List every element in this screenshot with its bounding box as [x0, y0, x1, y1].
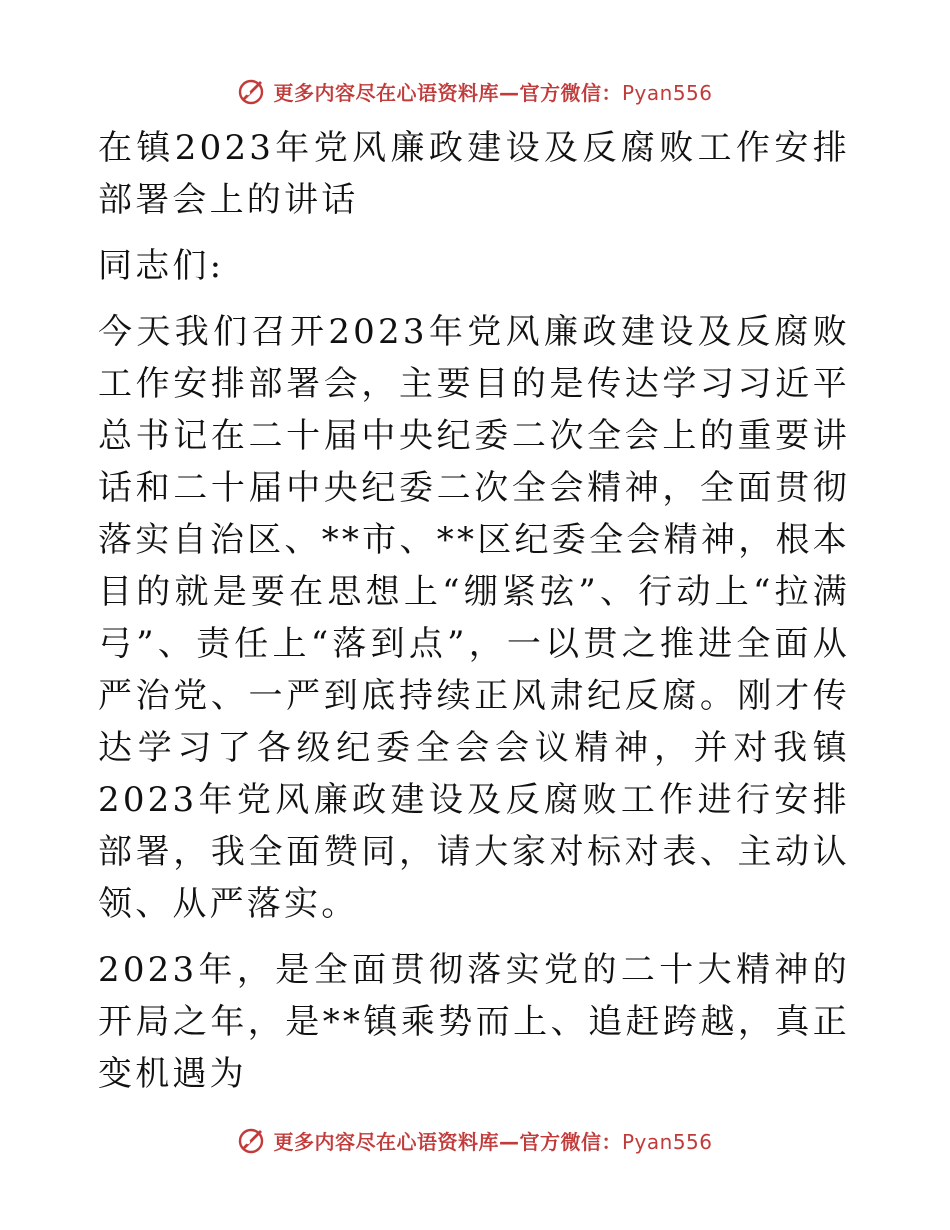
watermark-label: 更多内容尽在心语资料库—官方微信：	[273, 80, 622, 105]
paragraph-2: 2023年，是全面贯彻落实党的二十大精神的开局之年，是**镇乘势而上、追赶跨越，真正变机遇为	[98, 950, 850, 1094]
watermark-wechat-id: Pyan556	[621, 80, 713, 105]
watermark-wechat-id: Pyan556	[621, 1129, 713, 1154]
quill-logo-icon	[237, 76, 267, 106]
watermark-text	[273, 1126, 712, 1155]
document-title: 在镇2023年党风廉政建设及反腐败工作安排部署会上的讲话	[98, 128, 850, 220]
watermark-label: 更多内容尽在心语资料库—官方微信：	[273, 1129, 622, 1154]
paragraph-1: 今天我们召开2023年党风廉政建设及反腐败工作安排部署会，主要目的是传达学习习近平总书记在二十届中央纪委二次全会上的重要讲话和二十届中央纪委二次全会精神，全面贯彻落实自治区、**市、**区纪委全会精神，根本目的就是要在思想上“绷紧弦”、行动上“拉满弓”、责任上“落到点”，一以贯之推进全面从严治党、一严到底持续正风肃纪反腐。刚才传达学习了各级纪委全会会议精神，并对我镇2023年党风廉政建设及反腐败工作进行安排部署，我全面赞同，请大家对标对表、主动认领、从严落实。	[98, 312, 850, 924]
footer-watermark	[0, 1120, 950, 1160]
watermark-text	[273, 77, 712, 106]
document-body	[98, 122, 850, 1100]
header-watermark	[0, 71, 950, 111]
quill-logo-icon	[237, 1125, 267, 1155]
greeting: 同志们:	[98, 246, 225, 286]
